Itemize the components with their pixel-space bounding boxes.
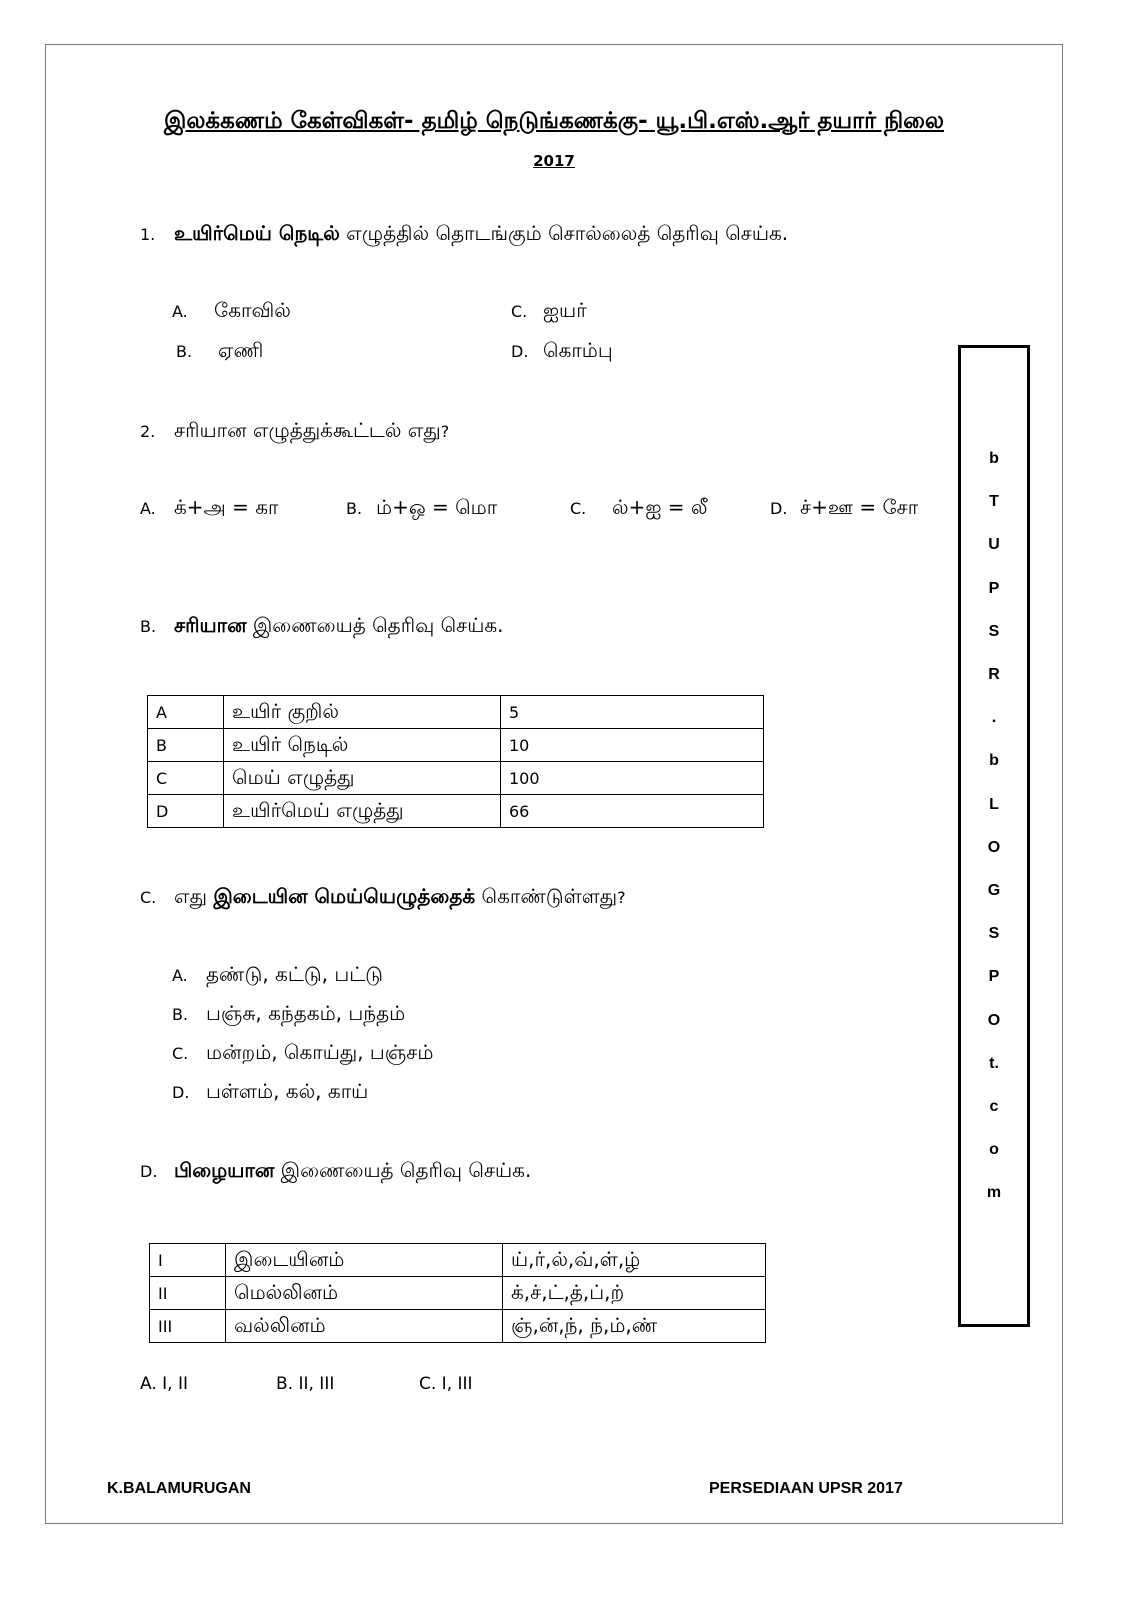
question-2: [140, 418, 449, 445]
option-text: பள்ளம், கல், காய்: [206, 1079, 369, 1103]
option-letter: D.: [511, 342, 529, 361]
sidebar-letter: b: [989, 752, 999, 769]
question-text: கொண்டுள்ளது: [475, 884, 618, 908]
blog-sidebar-box: [958, 345, 1030, 1327]
question-pre: எது: [174, 884, 214, 908]
option-letter: D.: [172, 1083, 190, 1102]
sidebar-letter: O: [987, 839, 1001, 856]
table-cell: உயிர் குறில்: [224, 696, 501, 729]
q2-option-d[interactable]: [770, 495, 918, 522]
table-cell: 66: [501, 795, 764, 828]
sidebar-letter: U: [988, 536, 1000, 553]
option-letter: B.: [172, 1005, 189, 1024]
table-row: [150, 1310, 766, 1343]
q1-option-c[interactable]: [511, 298, 587, 325]
sidebar-letter: b: [989, 450, 999, 467]
table-row: [148, 729, 764, 762]
footer-label: PERSEDIAAN UPSR 2017: [709, 1480, 903, 1497]
table-cell: ஞ்,ன்,ந், ந்,ம்,ண்: [503, 1310, 766, 1343]
option-text: ஐயர்: [543, 298, 587, 322]
option-text: ஏணி: [218, 338, 264, 362]
question-b: [140, 613, 504, 640]
page-year: 2017: [533, 152, 575, 170]
question-b-table: [147, 695, 764, 828]
qd-answer-a[interactable]: A. I, II: [140, 1374, 188, 1394]
question-number: B.: [140, 617, 157, 636]
table-cell: 5: [501, 696, 764, 729]
q1-option-a[interactable]: [172, 298, 291, 325]
sidebar-letter: c: [989, 1098, 999, 1115]
table-cell: C: [148, 762, 224, 795]
question-text: இணையைத் தெரிவு செய்க.: [246, 613, 504, 637]
question-1: [140, 221, 788, 248]
question-d: [140, 1158, 531, 1185]
table-row: [148, 696, 764, 729]
question-text: சரியான எழுத்துக்கூட்டல் எது: [174, 418, 441, 442]
option-text: ச்+ஊ = சோ: [800, 495, 919, 519]
table-row: [150, 1277, 766, 1310]
q1-option-d[interactable]: [511, 338, 613, 365]
table-cell: உயிர்மெய் எழுத்து: [224, 795, 501, 828]
question-bold: இடையின மெய்யெழுத்தைக்: [213, 884, 476, 908]
qc-option-b[interactable]: [172, 1001, 405, 1028]
sidebar-letter: o: [989, 1141, 999, 1158]
sidebar-letter: G: [987, 882, 1001, 899]
table-cell: B: [148, 729, 224, 762]
option-letter: A.: [172, 966, 188, 985]
question-text: எழுத்தில் தொடங்கும் சொல்லைத் தெரிவு செய்க.: [339, 221, 789, 245]
qc-option-c[interactable]: [172, 1040, 433, 1067]
qc-option-a[interactable]: [172, 962, 383, 989]
option-text: பஞ்சு, கந்தகம், பந்தம்: [206, 1001, 406, 1025]
option-text: தண்டு, கட்டு, பட்டு: [206, 962, 383, 986]
question-d-table: [149, 1243, 766, 1343]
table-cell: மெல்லினம்: [226, 1277, 503, 1310]
sidebar-letter: .: [991, 709, 997, 726]
question-bold: சரியான: [174, 613, 247, 637]
sidebar-letter: P: [988, 968, 1000, 985]
option-letter: A.: [172, 302, 188, 321]
sidebar-letter: L: [989, 796, 999, 813]
option-letter: B.: [346, 499, 363, 518]
table-row: [148, 795, 764, 828]
q2-option-c[interactable]: [570, 495, 708, 522]
page-title: இலக்கணம் கேள்விகள்- தமிழ் நெடுங்கணக்கு- யூ.பி.எஸ்.ஆர் தயார் நிலை: [163, 108, 945, 134]
question-c: [140, 884, 626, 911]
q2-option-b[interactable]: [346, 495, 497, 522]
qd-answer-c[interactable]: C. I, III: [419, 1374, 473, 1394]
sidebar-letter: P: [988, 580, 1000, 597]
sidebar-letter: m: [986, 1184, 1002, 1201]
option-text: கொம்பு: [543, 338, 613, 362]
table-cell: இடையினம்: [226, 1244, 503, 1277]
sidebar-letter: R: [988, 666, 1000, 683]
table-cell: I: [150, 1244, 226, 1277]
question-number: D.: [140, 1162, 158, 1181]
option-letter: C.: [172, 1044, 189, 1063]
table-cell: III: [150, 1310, 226, 1343]
option-text: ம்+ஒ = மொ: [376, 495, 498, 519]
question-text: இணையைத் தெரிவு செய்க.: [274, 1158, 532, 1182]
q2-option-a[interactable]: [140, 495, 279, 522]
sidebar-letter: S: [988, 925, 1000, 942]
question-bold: பிழையான: [174, 1158, 275, 1182]
option-letter: C.: [570, 499, 587, 518]
footer-author: K.BALAMURUGAN: [107, 1480, 251, 1497]
q1-option-b[interactable]: [176, 338, 263, 365]
sidebar-letter: O: [987, 1012, 1001, 1029]
table-row: [150, 1244, 766, 1277]
question-mark: ?: [440, 422, 450, 441]
question-number: C.: [140, 888, 157, 907]
option-text: கோவில்: [214, 298, 291, 322]
question-mark: ?: [617, 888, 626, 907]
table-cell: ய்,ர்,ல்,வ்,ள்,ழ்: [503, 1244, 766, 1277]
sidebar-letter: t.: [989, 1055, 999, 1072]
table-cell: 100: [501, 762, 764, 795]
qc-option-d[interactable]: [172, 1079, 368, 1106]
option-letter: A.: [140, 499, 156, 518]
option-text: மன்றம், கொய்து, பஞ்சம்: [206, 1040, 434, 1064]
table-cell: A: [148, 696, 224, 729]
option-text: க்+அ = கா: [174, 495, 279, 519]
table-cell: மெய் எழுத்து: [224, 762, 501, 795]
table-cell: வல்லினம்: [226, 1310, 503, 1343]
table-cell: II: [150, 1277, 226, 1310]
table-row: [148, 762, 764, 795]
question-bold: உயிர்மெய் நெடில்: [174, 221, 340, 245]
sidebar-letter: S: [988, 623, 1000, 640]
option-text: ல்+ஐ = லீ: [612, 495, 708, 519]
option-letter: C.: [511, 302, 528, 321]
option-letter: D.: [770, 499, 788, 518]
question-number: 2.: [140, 422, 156, 441]
option-letter: B.: [176, 342, 193, 361]
table-cell: உயிர் நெடில்: [224, 729, 501, 762]
sidebar-letter: T: [989, 493, 999, 510]
table-cell: க்,ச்,ட்,த்,ப்,ற்: [503, 1277, 766, 1310]
qd-answer-b[interactable]: B. II, III: [276, 1374, 335, 1394]
question-number: 1.: [140, 225, 156, 244]
table-cell: D: [148, 795, 224, 828]
table-cell: 10: [501, 729, 764, 762]
